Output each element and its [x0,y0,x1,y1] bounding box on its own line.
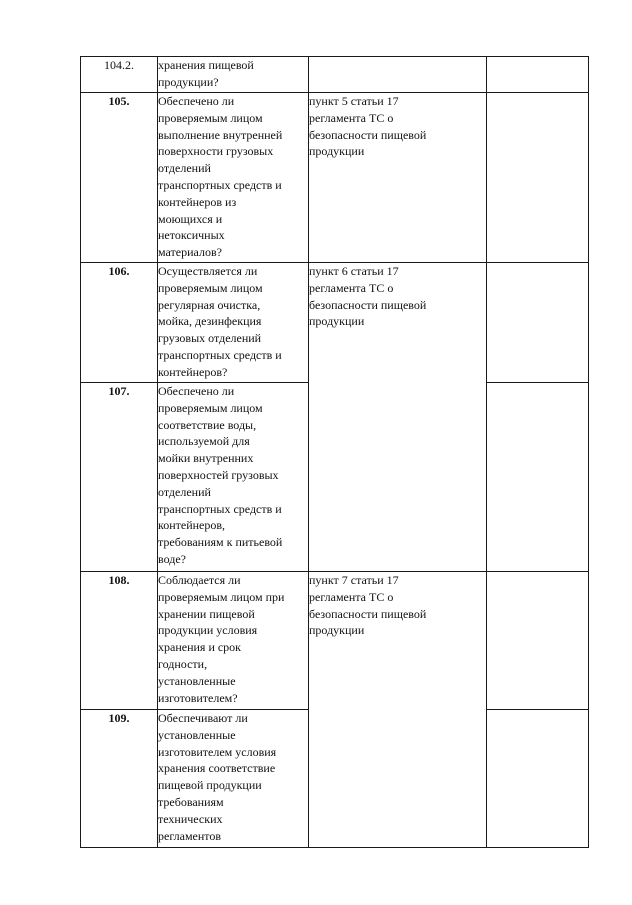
question-line: материалов? [158,245,222,260]
question-line: мойка, дезинфекция [158,314,262,329]
question-line: хранении пищевой [158,606,255,621]
reference-line: продукции [309,144,365,159]
question-line: транспортных средств и [158,177,282,192]
question-line: соответствие воды, [158,417,257,432]
question-line: хранения соответствие [158,761,276,776]
question-line: проверяемым лицом при [158,589,285,604]
reference-line: продукции [309,623,365,638]
question-line: мойки внутренних [158,451,254,466]
reference-line: безопасности пищевой [309,127,427,142]
question-line: требованиям [158,794,224,809]
reference-line: регламента ТС о [309,280,394,295]
question-line: нетоксичных [158,228,225,243]
question-cell [158,572,309,710]
empty-cell [487,93,589,263]
question-line: контейнеров из [158,194,237,209]
question-line: установленные [158,673,236,688]
reference-line: пункт 6 статьи 17 [309,264,399,278]
checklist-table [80,56,589,848]
question-line: Обеспечено ли [158,384,235,398]
question-line: Соблюдается ли [158,573,241,587]
reference-cell [309,57,487,93]
table-row [81,57,589,93]
question-line: Обеспечено ли [158,94,235,108]
question-cell [158,383,309,572]
question-line: продукции? [158,74,219,89]
question-cell [158,93,309,263]
question-line: пищевой продукции [158,778,262,793]
reference-line: продукции [309,314,365,329]
question-line: выполнение внутренней [158,127,283,142]
item-number: 105. [81,93,158,263]
question-line: регулярная очистка, [158,297,261,312]
question-line: регламентов [158,828,222,843]
table-row [81,263,589,383]
question-line: воде? [158,551,186,566]
question-line: технических [158,811,223,826]
question-line: отделений [158,484,211,499]
question-line: проверяемым лицом [158,400,263,415]
table-row [81,93,589,263]
reference-cell [309,572,487,848]
question-line: Осуществляется ли [158,264,258,278]
reference-line: безопасности пищевой [309,297,427,312]
item-number: 108. [81,572,158,710]
question-line: транспортных средств и [158,347,282,362]
question-line: Обеспечивают ли [158,711,248,725]
question-line: хранения и срок [158,640,242,655]
empty-cell [487,57,589,93]
question-line: поверхности грузовых [158,144,274,159]
question-line: используемой для [158,434,250,449]
question-line: изготовителем? [158,690,238,705]
reference-line: пункт 5 статьи 17 [309,94,399,108]
empty-cell [487,263,589,383]
question-cell [158,710,309,848]
question-line: грузовых отделений [158,331,262,346]
empty-cell [487,383,589,572]
question-line: моющихся и [158,211,223,226]
question-line: требованиям к питьевой [158,535,283,550]
question-line: проверяемым лицом [158,280,263,295]
question-line: установленные [158,727,236,742]
reference-cell [309,93,487,263]
reference-cell [309,263,487,572]
item-number: 109. [81,710,158,848]
question-line: контейнеров? [158,364,228,379]
empty-cell [487,710,589,848]
reference-line: регламента ТС о [309,110,394,125]
reference-line: регламента ТС о [309,589,394,604]
empty-cell [487,572,589,710]
question-line: поверхностей грузовых [158,467,279,482]
item-number: 106. [81,263,158,383]
question-line: хранения пищевой [158,58,254,72]
question-cell [158,263,309,383]
reference-line: безопасности пищевой [309,606,427,621]
question-line: транспортных средств и [158,501,282,516]
item-number: 104.2. [81,57,158,93]
question-line: годности, [158,656,208,671]
question-line: контейнеров, [158,518,226,533]
question-line: отделений [158,161,211,176]
question-line: изготовителем условия [158,744,277,759]
question-cell [158,57,309,93]
table-row [81,572,589,710]
question-line: проверяемым лицом [158,110,263,125]
reference-line: пункт 7 статьи 17 [309,573,399,587]
item-number: 107. [81,383,158,572]
question-line: продукции условия [158,623,258,638]
